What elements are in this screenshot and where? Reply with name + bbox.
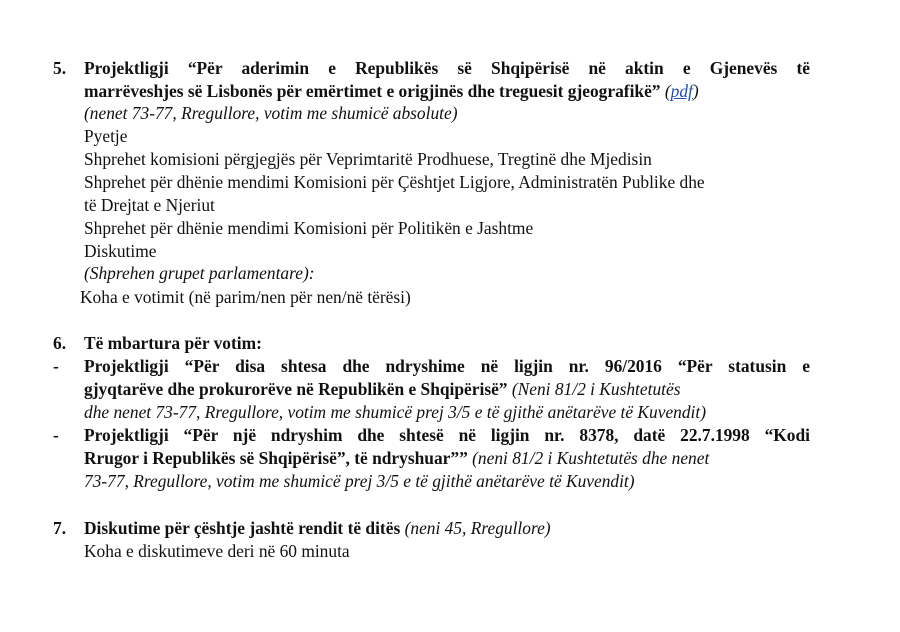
item-7-heading-line — [84, 517, 551, 539]
pdf-link[interactable]: pdf — [670, 81, 693, 101]
item-7-heading: Diskutime për çështje jashtë rendit të ditës — [84, 518, 401, 538]
item-6-sub-1-line-2-italic: (Neni 81/2 i Kushtetutës — [511, 379, 681, 399]
item-5-committee-responsible: Shprehet komisioni përgjegjës për Veprimtaritë Prodhuese, Tregtinë dhe Mjedisin — [84, 149, 652, 169]
item-5-voting-time: Koha e votimit (në parim/nen për nen/në tërësi) — [80, 287, 411, 307]
item-6-bullet-2: - — [53, 425, 59, 445]
item-6-sub-1-line-2-bold: gjyqtarëve dhe prokurorëve në Republikën e Shqipërisë” — [84, 379, 508, 399]
item-6-bullet-1: - — [53, 356, 59, 376]
item-6-sub-2-line-2 — [84, 447, 709, 469]
pdf-link-close-paren: ) — [692, 81, 699, 101]
item-7-number: 7. — [53, 518, 67, 538]
item-5-title-line-2-text: marrëveshjes së Lisbonës për emërtimet e origjinës dhe treguesit gjeografikë” — [84, 81, 661, 101]
item-5-committee-legal: Shprehet për dhënie mendimi Komisioni për Çështjet Ligjore, Administratën Publike dhe — [84, 172, 705, 192]
pdf-link-open-paren: ( — [664, 81, 671, 101]
item-5-note: (nenet 73-77, Rregullore, votim me shumicë absolute) — [84, 103, 458, 123]
item-7-note: (neni 45, Rregullore) — [404, 518, 551, 538]
item-5-committee-legal-cont: të Drejtat e Njeriut — [84, 195, 215, 215]
item-6-sub-2-line-2-italic: (neni 81/2 i Kushtetutës dhe nenet — [472, 448, 710, 468]
item-6-number: 6. — [53, 333, 67, 353]
item-6-sub-1-line-1: Projektligji “Për disa shtesa dhe ndryshime në ligjin nr. 96/2016 “Për statusin e — [84, 356, 810, 376]
item-6-sub-2-line-3: 73-77, Rregullore, votim me shumicë prej 3/5 e të gjithë anëtarëve të Kuvendit) — [84, 471, 635, 491]
item-5-committee-foreign: Shprehet për dhënie mendimi Komisioni për Politikën e Jashtme — [84, 218, 534, 238]
item-5-questions: Pyetje — [84, 126, 128, 146]
item-6-sub-2-line-1: Projektligji “Për një ndryshim dhe shtesë në ligjin nr. 8378, datë 22.7.1998 “Kodi — [84, 425, 810, 445]
item-5-groups-note: (Shprehen grupet parlamentare): — [84, 263, 315, 283]
item-6-heading: Të mbartura për votim: — [84, 333, 262, 353]
item-6-sub-1-line-3: dhe nenet 73-77, Rregullore, votim me shumicë prej 3/5 e të gjithë anëtarëve të Kuvendit) — [84, 402, 707, 422]
item-5-title-line-2 — [84, 80, 699, 102]
item-6-sub-2-line-2-bold: Rrugor i Republikës së Shqipërisë”, të ndryshuar”” — [84, 448, 468, 468]
item-7-time: Koha e diskutimeve deri në 60 minuta — [84, 541, 350, 561]
item-5-discussions: Diskutime — [84, 241, 157, 261]
item-6-sub-1-line-2 — [84, 378, 680, 400]
item-5-title-line-1: Projektligji “Për aderimin e Republikës së Shqipërisë në aktin e Gjenevës të — [84, 58, 810, 78]
item-5-number: 5. — [53, 58, 67, 78]
